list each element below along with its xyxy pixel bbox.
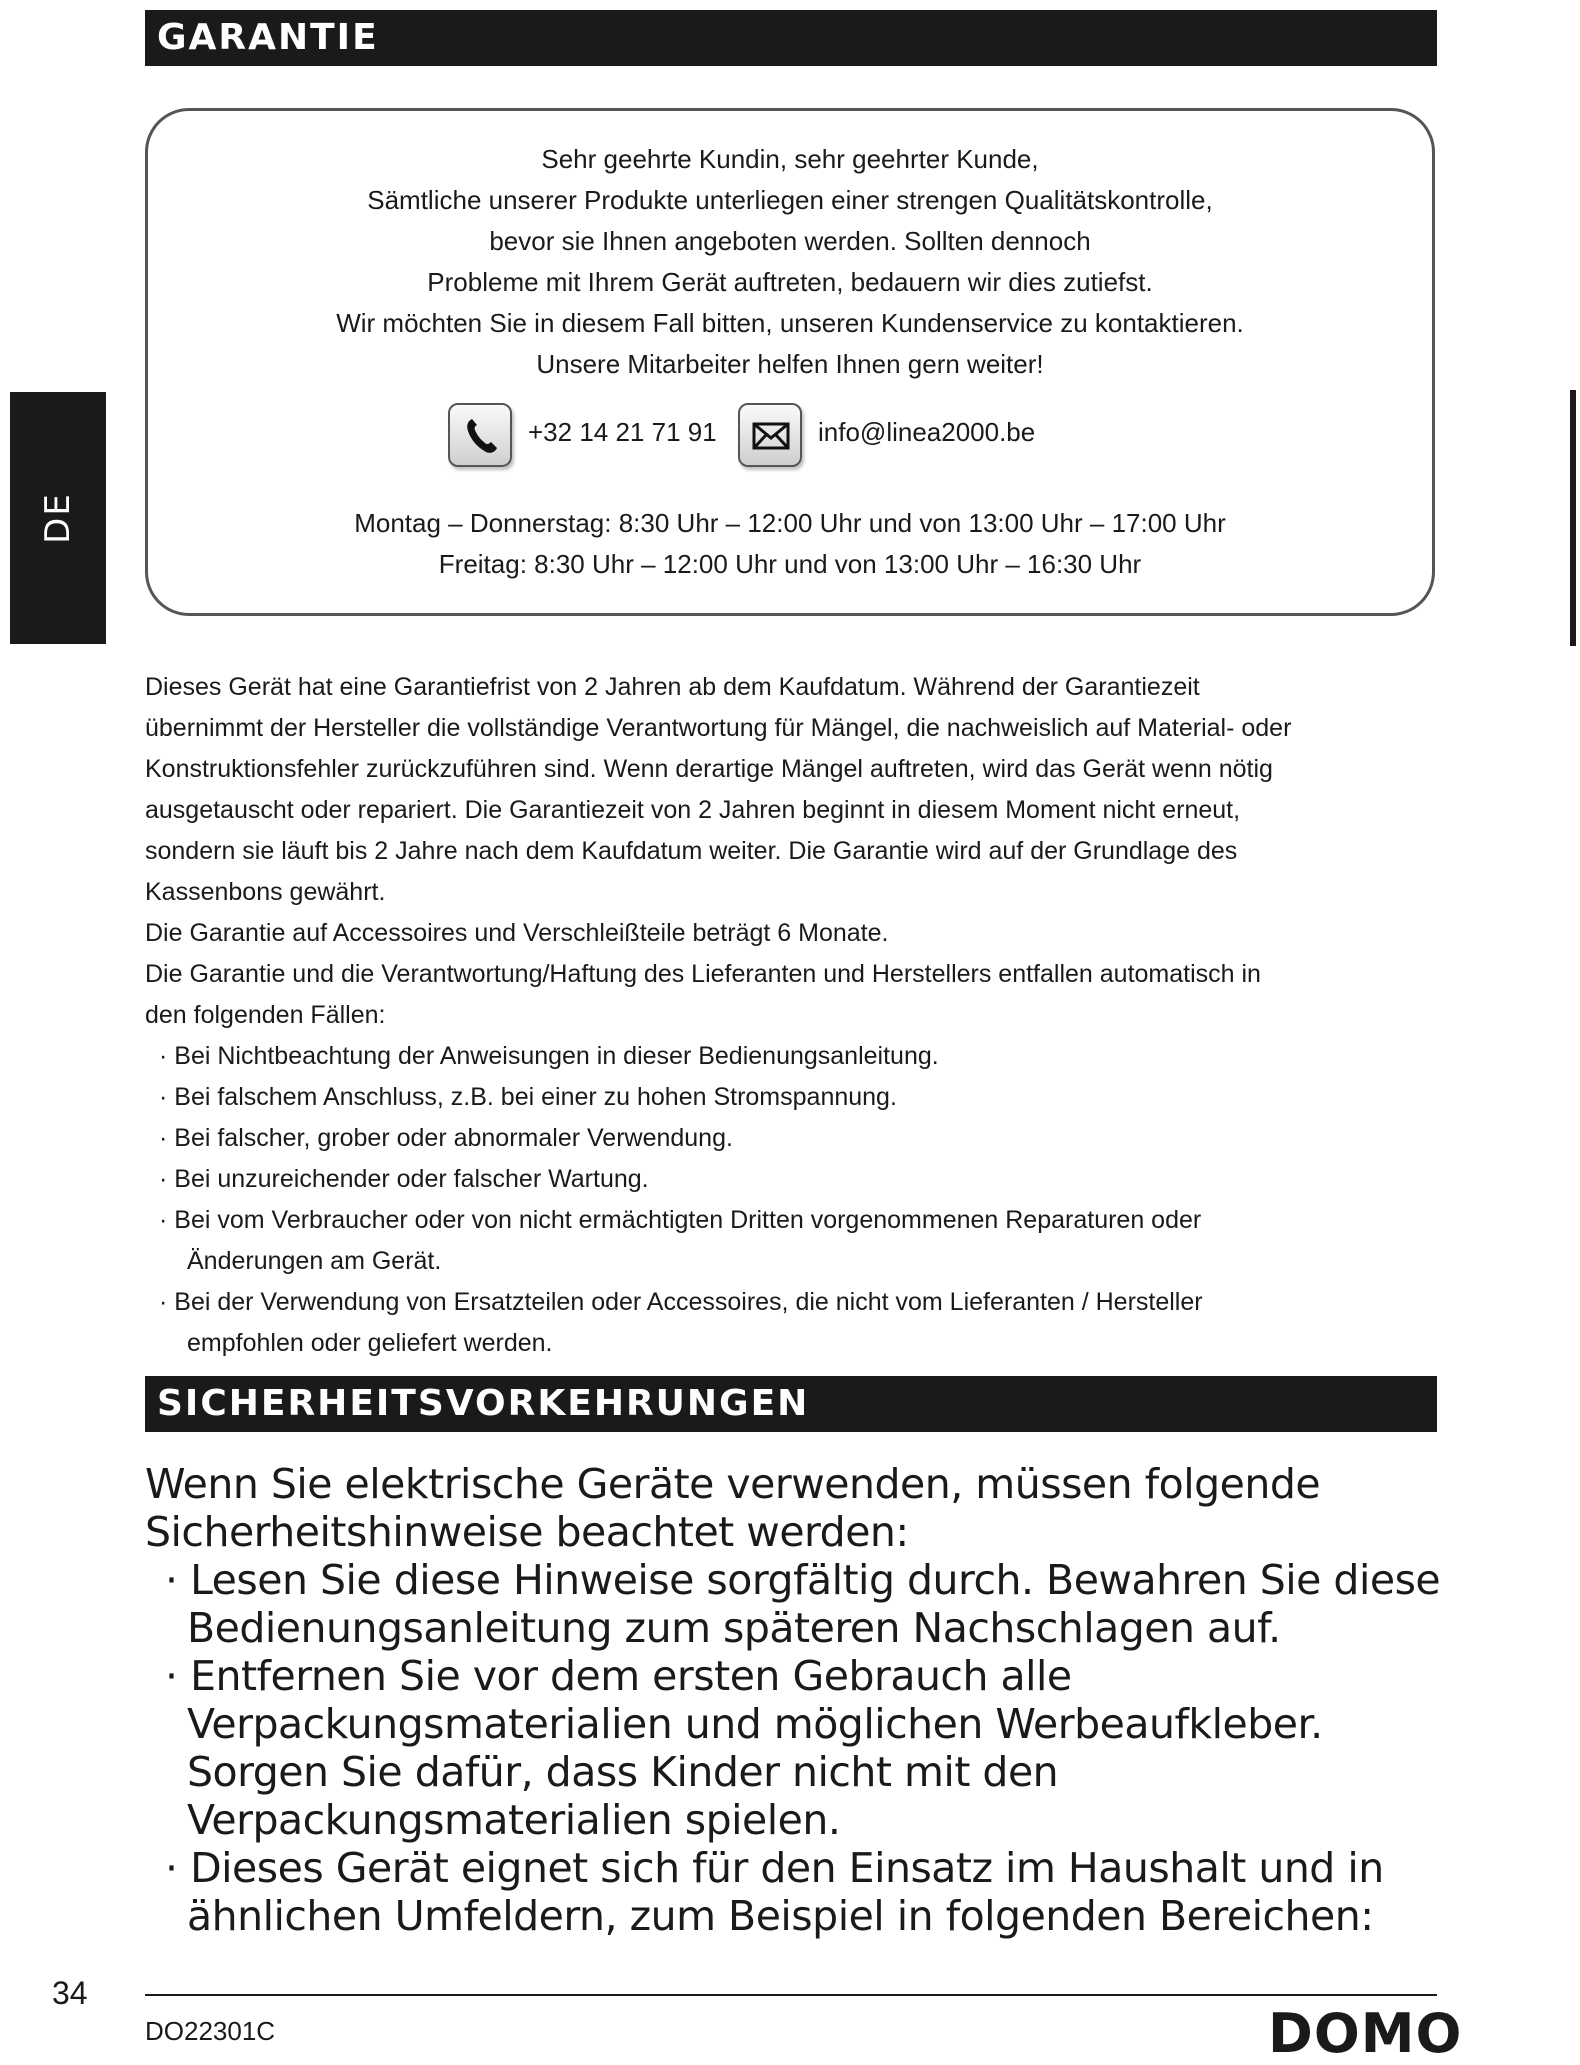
safety-bullet: · Entfernen Sie vor dem ersten Gebrauch alle bbox=[165, 1652, 1072, 1700]
contact-row bbox=[148, 403, 1432, 475]
warranty-line: Die Garantie auf Accessoires und Verschleißteile beträgt 6 Monate. bbox=[145, 919, 889, 947]
language-tab bbox=[10, 392, 106, 644]
safety-bullet-continuation: Bedienungsanleitung zum späteren Nachschlagen auf. bbox=[187, 1604, 1281, 1652]
safety-bullet-continuation: Verpackungsmaterialien spielen. bbox=[187, 1796, 841, 1844]
warranty-line: Die Garantie und die Verantwortung/Haftung des Lieferanten und Herstellers entfallen automatisch in bbox=[145, 960, 1261, 988]
section-title-garantie: GARANTIE bbox=[145, 10, 1437, 66]
hours-line: Freitag: 8:30 Uhr – 12:00 Uhr und von 13:00 Uhr – 16:30 Uhr bbox=[438, 549, 1142, 579]
mail-icon bbox=[738, 403, 802, 467]
warranty-bullet: · Bei falschem Anschluss, z.B. bei einer zu hohen Stromspannung. bbox=[159, 1083, 897, 1111]
warranty-line: sondern sie läuft bis 2 Jahre nach dem Kaufdatum weiter. Die Garantie wird auf der Grundlage des bbox=[145, 837, 1238, 865]
hours-line: Montag – Donnerstag: 8:30 Uhr – 12:00 Uhr und von 13:00 Uhr – 17:00 Uhr bbox=[354, 508, 1226, 538]
intro-line: Wir möchten Sie in diesem Fall bitten, unseren Kundenservice zu kontaktieren. bbox=[336, 308, 1244, 338]
warranty-bullet: · Bei Nichtbeachtung der Anweisungen in dieser Bedienungsanleitung. bbox=[159, 1042, 939, 1070]
warranty-bullet: · Bei der Verwendung von Ersatzteilen oder Accessoires, die nicht vom Lieferanten / Hersteller bbox=[159, 1288, 1203, 1316]
safety-bullet: · Lesen Sie diese Hinweise sorgfältig durch. Bewahren Sie diese bbox=[165, 1556, 1441, 1604]
warranty-line: Dieses Gerät hat eine Garantiefrist von 2 Jahren ab dem Kaufdatum. Während der Garantiezeit bbox=[145, 673, 1200, 701]
customer-service-box bbox=[145, 108, 1435, 616]
brand-logo: DOMO bbox=[1268, 2002, 1463, 2065]
safety-bullet-continuation: Sorgen Sie dafür, dass Kinder nicht mit den bbox=[187, 1748, 1059, 1796]
opening-hours bbox=[148, 503, 1432, 585]
section-title-sicherheit: SICHERHEITSVORKEHRUNGEN bbox=[145, 1376, 1437, 1432]
phone-number: +32 14 21 71 91 bbox=[528, 417, 717, 447]
safety-bullet-continuation: Verpackungsmaterialien und möglichen Werbeaufkleber. bbox=[187, 1700, 1323, 1748]
safety-bullet-continuation: ähnlichen Umfeldern, zum Beispiel in folgenden Bereichen: bbox=[187, 1892, 1374, 1940]
intro-line: bevor sie Ihnen angeboten werden. Sollten dennoch bbox=[489, 226, 1091, 256]
safety-line: Sicherheitshinweise beachtet werden: bbox=[145, 1508, 909, 1556]
warranty-line: Konstruktionsfehler zurückzuführen sind. Wenn derartige Mängel auftreten, wird das Gerät wenn nötig bbox=[145, 755, 1273, 783]
warranty-line: übernimmt der Hersteller die vollständige Verantwortung für Mängel, die nachweislich auf Material- oder bbox=[145, 714, 1292, 742]
safety-line: Wenn Sie elektrische Geräte verwenden, müssen folgende bbox=[145, 1460, 1321, 1508]
phone-icon bbox=[448, 403, 512, 467]
customer-service-intro bbox=[148, 139, 1432, 385]
intro-line: Unsere Mitarbeiter helfen Ihnen gern weiter! bbox=[536, 349, 1044, 379]
language-tab-label: DE bbox=[38, 492, 78, 544]
model-code: DO22301C bbox=[145, 2016, 276, 2046]
warranty-line: den folgenden Fällen: bbox=[145, 1001, 386, 1029]
safety-bullet: · Dieses Gerät eignet sich für den Einsatz im Haushalt und in bbox=[165, 1844, 1384, 1892]
intro-line: Sämtliche unserer Produkte unterliegen einer strengen Qualitätskontrolle, bbox=[367, 185, 1213, 215]
safety-text bbox=[145, 1460, 1445, 1940]
intro-line: Probleme mit Ihrem Gerät auftreten, bedauern wir dies zutiefst. bbox=[427, 267, 1153, 297]
email-address: info@linea2000.be bbox=[818, 417, 1036, 447]
page-number: 34 bbox=[52, 1975, 88, 2011]
page-edge-marker bbox=[1570, 390, 1576, 646]
warranty-bullet-continuation: empfohlen oder geliefert werden. bbox=[187, 1329, 553, 1357]
footer-divider bbox=[145, 1994, 1437, 1996]
warranty-line: Kassenbons gewährt. bbox=[145, 878, 386, 906]
warranty-bullet: · Bei falscher, grober oder abnormaler Verwendung. bbox=[159, 1124, 733, 1152]
warranty-line: ausgetauscht oder repariert. Die Garantiezeit von 2 Jahren beginnt in diesem Moment nicht erneut, bbox=[145, 796, 1241, 824]
warranty-bullet-continuation: Änderungen am Gerät. bbox=[187, 1247, 442, 1275]
warranty-bullet: · Bei vom Verbraucher oder von nicht ermächtigten Dritten vorgenommenen Reparaturen oder bbox=[159, 1206, 1202, 1234]
warranty-text bbox=[145, 667, 1445, 1364]
intro-line: Sehr geehrte Kundin, sehr geehrter Kunde, bbox=[541, 144, 1039, 174]
warranty-bullet: · Bei unzureichender oder falscher Wartung. bbox=[159, 1165, 649, 1193]
